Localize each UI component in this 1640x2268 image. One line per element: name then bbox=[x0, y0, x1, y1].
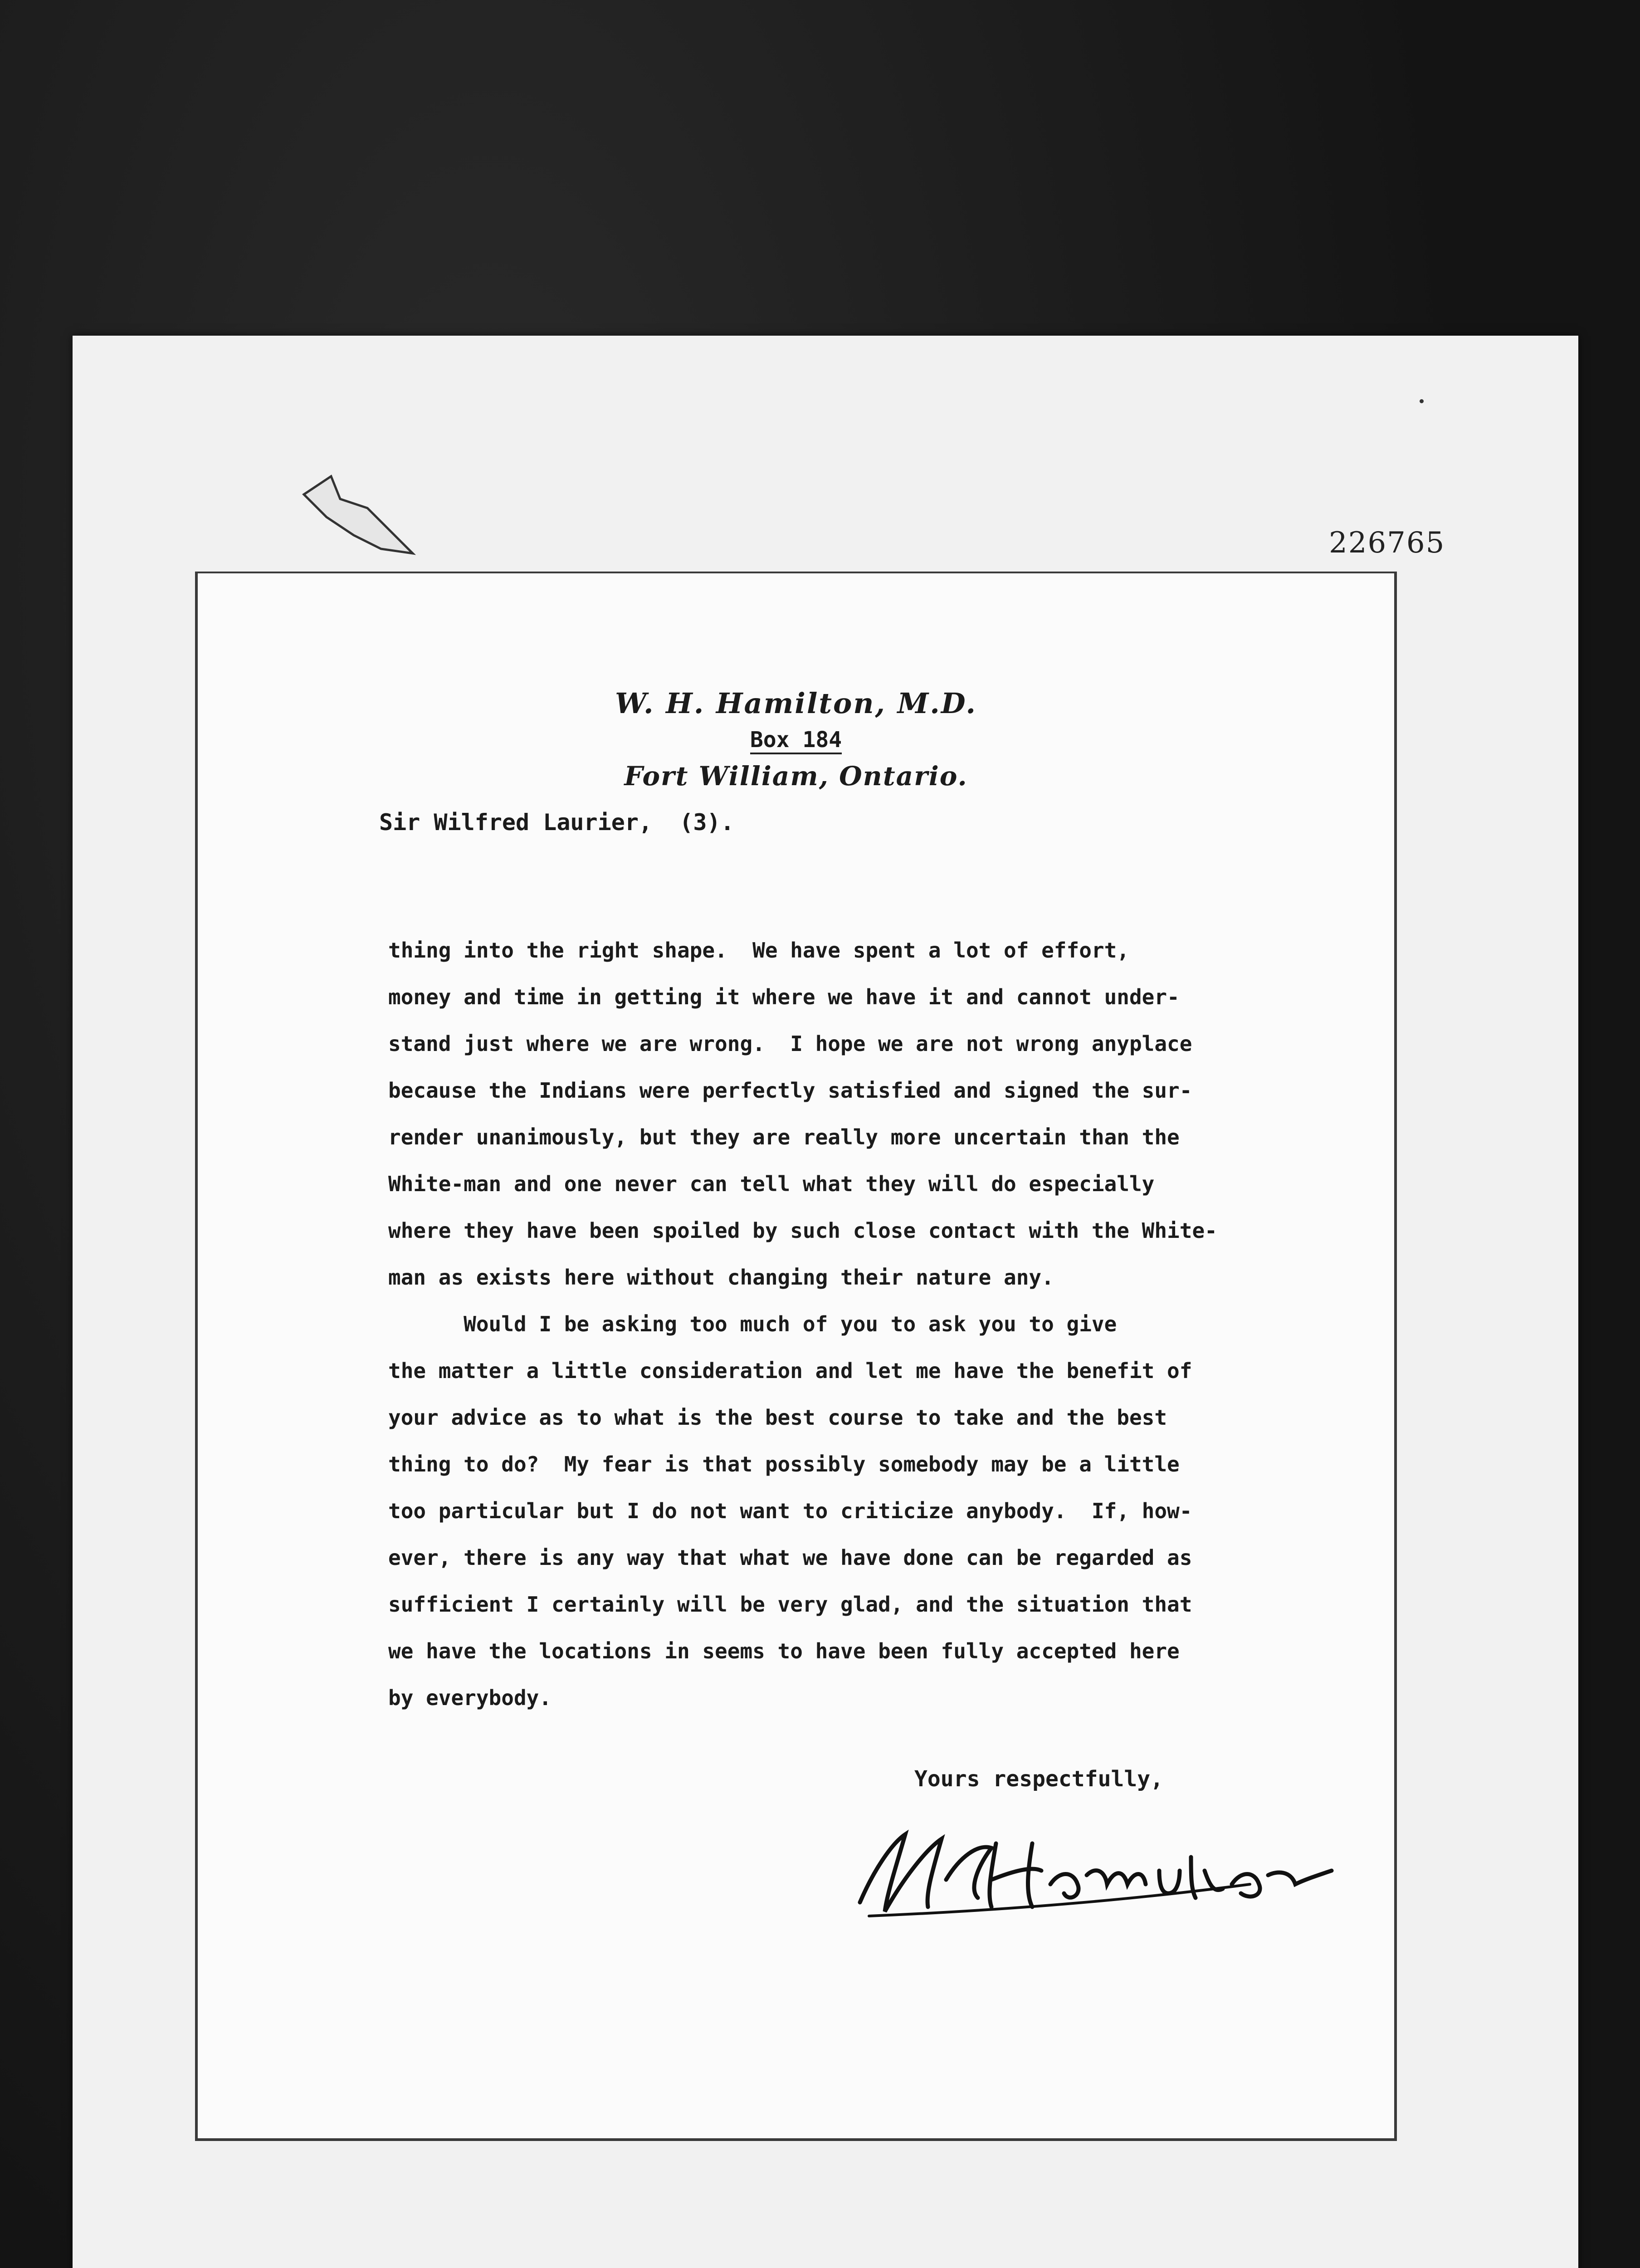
salutation: Sir Wilfred Laurier, (3). bbox=[379, 809, 734, 836]
body-line: where they have been spoiled by such close contact with the White- bbox=[388, 1218, 1217, 1243]
body-line: the matter a little consideration and let me have the benefit of bbox=[388, 1359, 1192, 1383]
body-line: money and time in getting it where we have it and cannot under- bbox=[388, 985, 1180, 1009]
body-line: your advice as to what is the best course to take and the best bbox=[388, 1405, 1167, 1430]
body-line: we have the locations in seems to have been fully accepted here bbox=[388, 1639, 1180, 1663]
archive-page-number: 226765 bbox=[1329, 526, 1445, 560]
letterhead-name: W. H. Hamilton, M.D. bbox=[615, 687, 977, 720]
body-line: White-man and one never can tell what they will do especially bbox=[388, 1172, 1155, 1196]
film-speck bbox=[1420, 399, 1424, 403]
body-line: too particular but I do not want to criticize anybody. If, how- bbox=[388, 1499, 1192, 1523]
letterhead-box: Box 184 bbox=[750, 727, 842, 754]
torn-paper-corner bbox=[299, 467, 417, 558]
body-line: because the Indians were perfectly satisfied and signed the sur- bbox=[388, 1078, 1192, 1103]
body-line: man as exists here without changing their nature any. bbox=[388, 1265, 1054, 1290]
body-line: stand just where we are wrong. I hope we are not wrong anyplace bbox=[388, 1031, 1192, 1056]
body-line: render unanimously, but they are really more uncertain than the bbox=[388, 1125, 1180, 1149]
handwritten-signature bbox=[842, 1816, 1341, 1934]
body-line: ever, there is any way that what we have done can be regarded as bbox=[388, 1545, 1192, 1570]
body-line: sufficient I certainly will be very glad, and the situation that bbox=[388, 1592, 1192, 1617]
letter-body bbox=[388, 927, 1363, 1721]
body-line: by everybody. bbox=[388, 1686, 552, 1710]
letter-page bbox=[195, 572, 1397, 2141]
letterhead bbox=[198, 687, 1394, 792]
body-line: thing to do? My fear is that possibly somebody may be a little bbox=[388, 1452, 1180, 1476]
letterhead-city: Fort William, Ontario. bbox=[624, 761, 968, 792]
body-line: Would I be asking too much of you to ask you to give bbox=[388, 1312, 1117, 1336]
closing: Yours respectfully, bbox=[914, 1766, 1164, 1792]
body-line: thing into the right shape. We have spent a lot of effort, bbox=[388, 938, 1129, 963]
